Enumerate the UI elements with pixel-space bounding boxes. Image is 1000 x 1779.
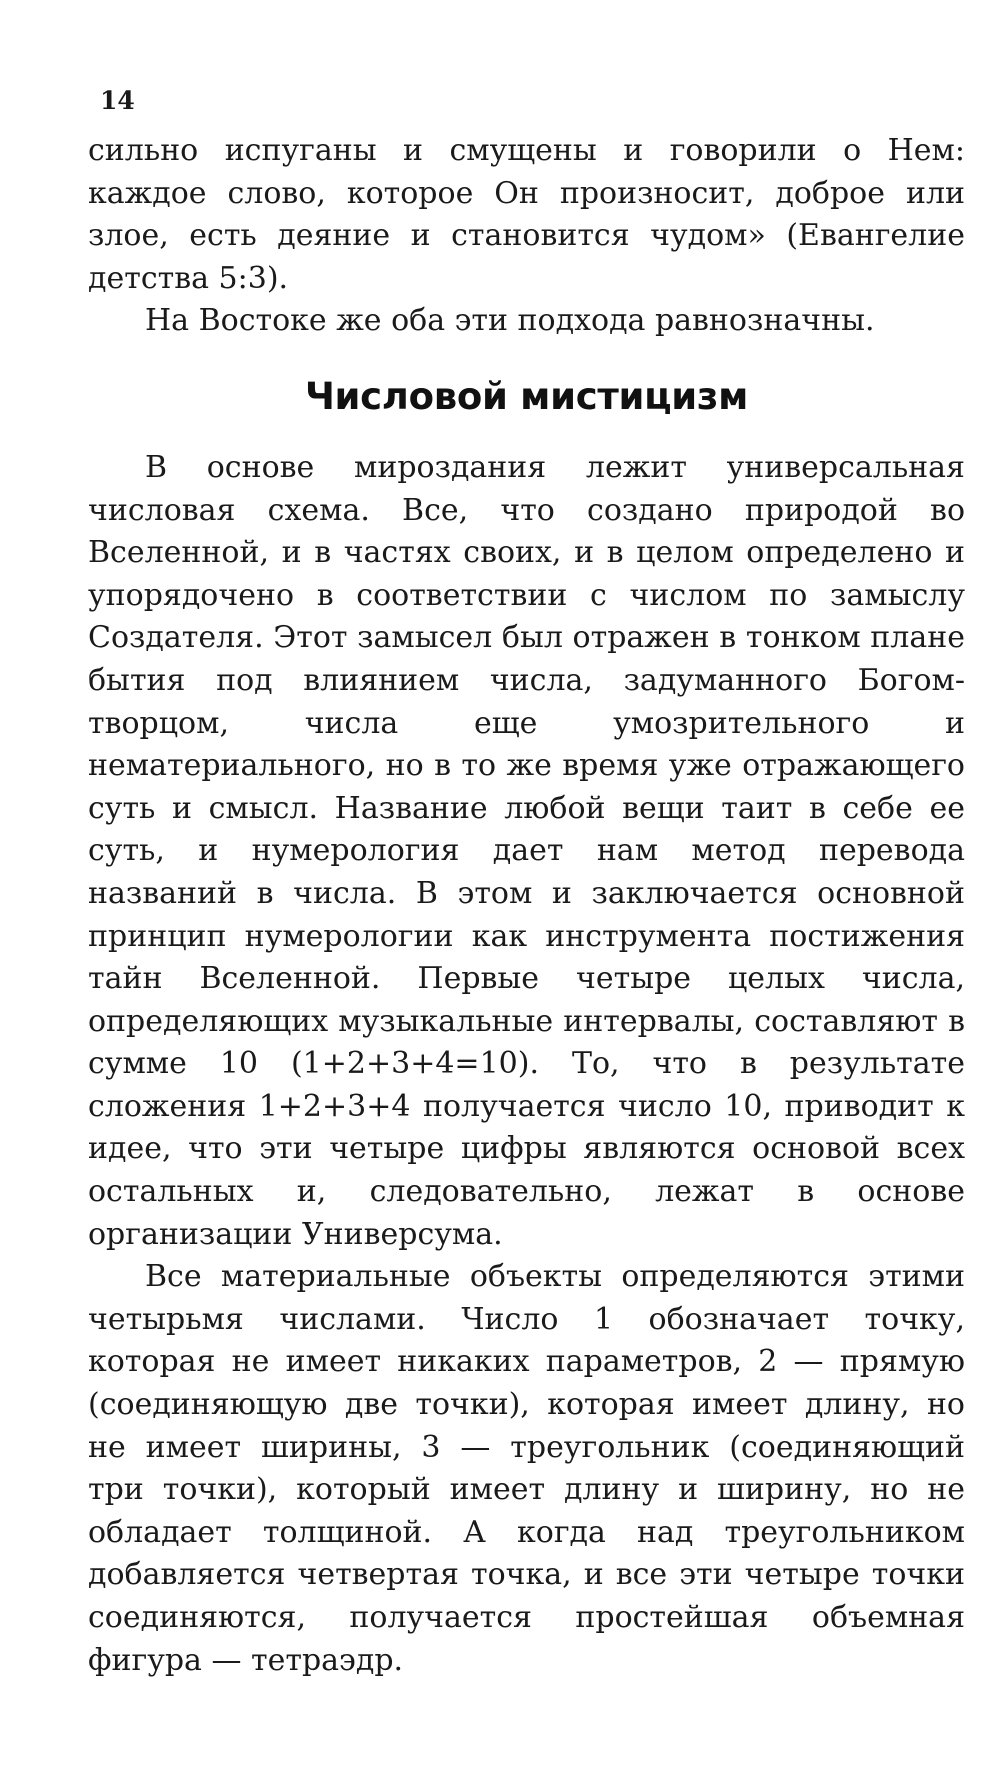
section-title: Числовой мистицизм	[304, 374, 749, 418]
intro-paragraph: сильно испуганы и смущены и говорили о Нем: каждое слово, которое Он произносит, доброе или злое, есть деяние и становится чудом» (Евангелие детства 5:3).	[88, 133, 965, 296]
body-paragraph-2: Все материальные объекты определяются этими четырьмя числами. Число 1 обозначает точку, которая не имеет никаких параметров, 2 — прямую (соединяющую две точки), которая имеет длину, но не имеет ширины, 3 — треугольник (соединяющий три точки), который имеет длину и ширину, но не обладает толщиной. А когда над треугольником добавляется четвертая точка, и все эти четыре точки соединяются, получается простейшая объемная фигура — тетраэдр.	[88, 1259, 965, 1678]
text-column	[88, 130, 965, 1682]
body-paragraph-1: В основе мироздания лежит универсальная числовая схема. Все, что создано природой во Вселенной, и в частях своих, и в целом определено и упорядочено в соответствии с числом по замыслу Создателя. Этот замысел был отражен в тонком плане бытия под влиянием числа, задуманного Богом-творцом, числа еще умозрительного и нематериального, но в то же время уже отражающего суть и смысл. Название любой вещи таит в себе ее суть, и нумерология дает нам метод перевода названий в числа. В этом и заключается основной принцип нумерологии как инструмента постижения тайн Вселенной. Первые четыре целых числа, определяющих музыкальные интервалы, составляют в сумме 10 (1+2+3+4=10). То, что в результате сложения 1+2+3+4 получается число 10, приводит к идее, что эти четыре цифры являются основой всех остальных и, следовательно, лежат в основе организации Универсума.	[88, 449, 965, 1252]
page-number: 14	[100, 86, 135, 115]
intro-closing-paragraph: На Востоке же оба эти подхода равнозначны.	[145, 303, 875, 339]
